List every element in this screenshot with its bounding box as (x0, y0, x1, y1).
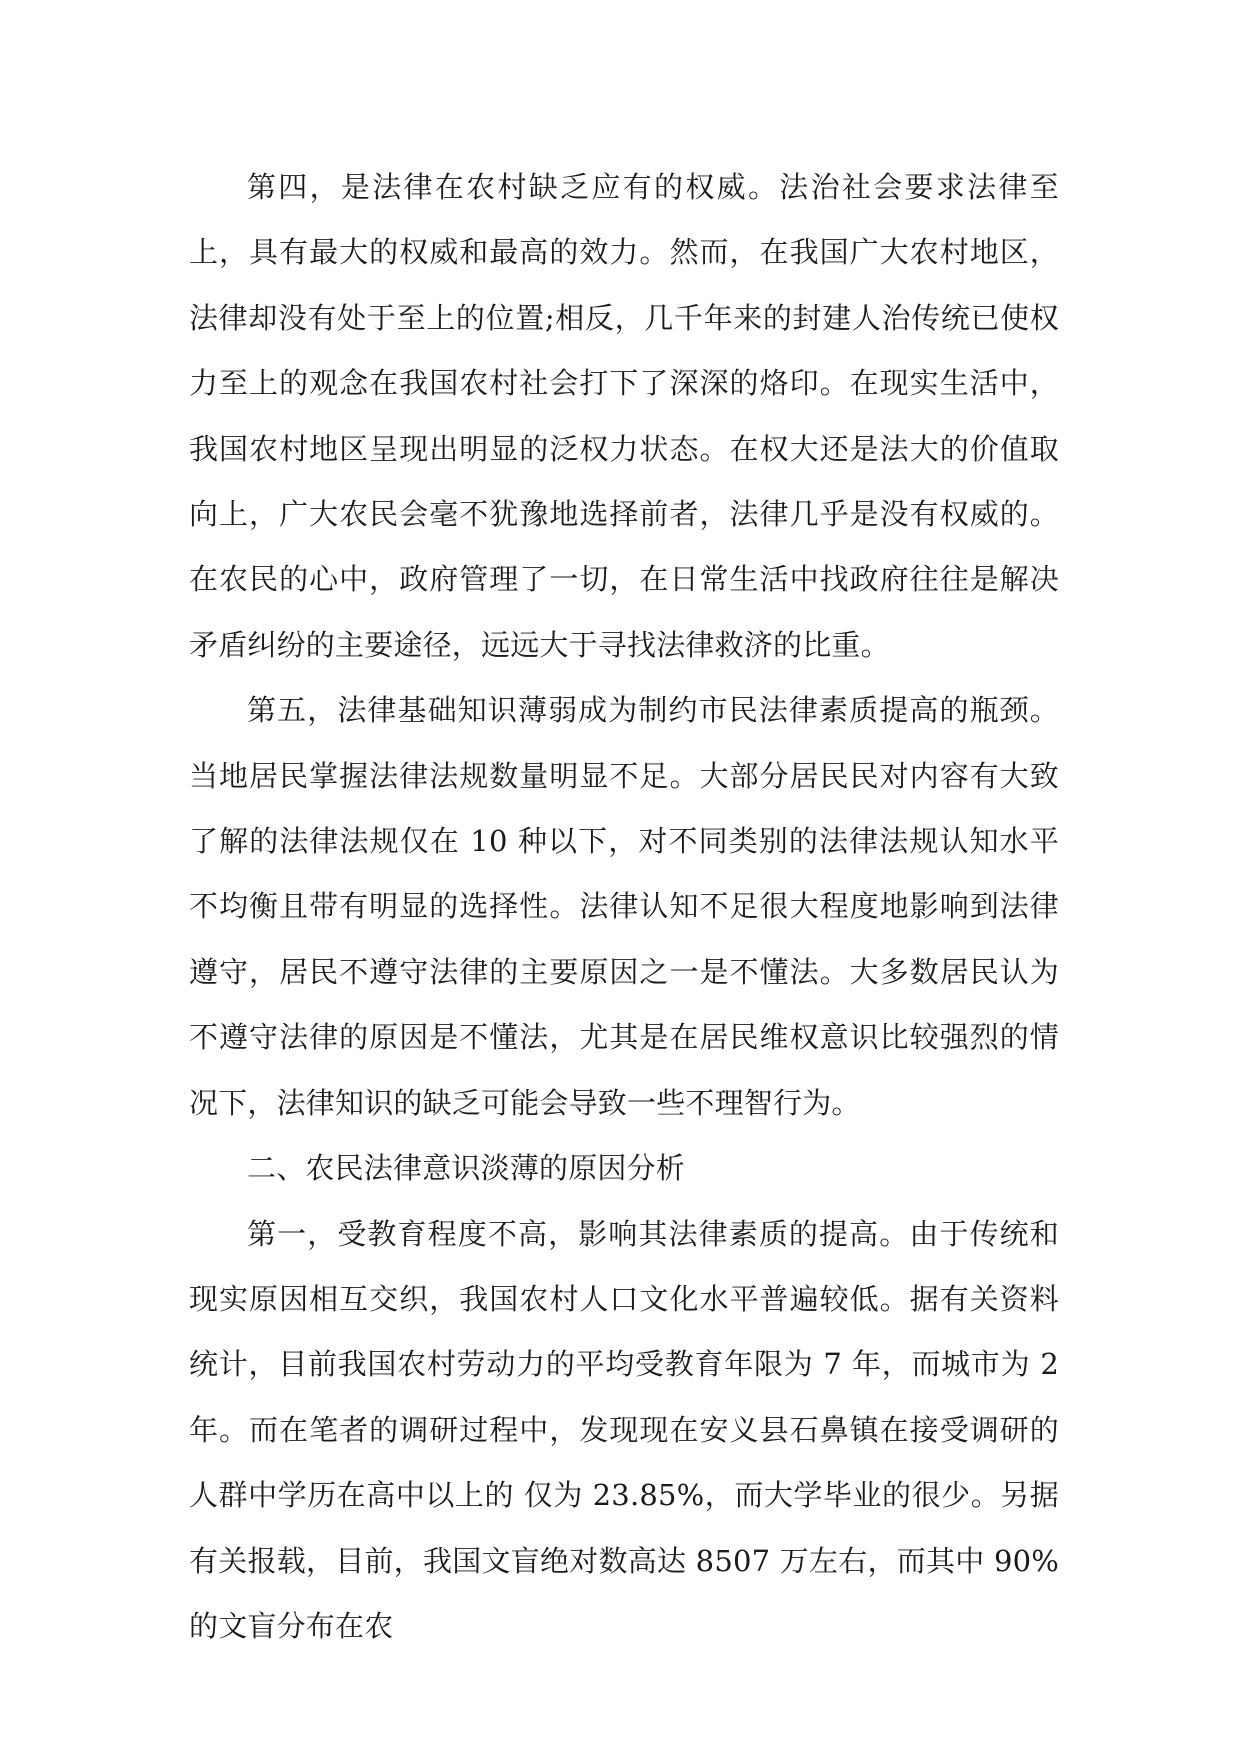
paragraph-first-cause: 第一，受教育程度不高，影响其法律素质的提高。由于传统和现实原因相互交织，我国农村人口文化水平普遍较低。据有关资料统计，目前我国农村劳动力的平均受教育年限为 7 年，而城市为 2 年。而在笔者的调研过程中，发现现在安义县石鼻镇在接受调研的人群中学历在高中以上的 仅为 23.85%，而大学毕业的很少。另据有关报载，目前，我国文盲绝对数高达 8507 万左右，而其中 90%的文盲分布在农 (189, 1216, 1059, 1643)
paragraph-fifth-point: 第五，法律基础知识薄弱成为制约市民法律素质提高的瓶颈。当地居民掌握法律法规数量明显不足。大部分居民民对内容有大致了解的法律法规仅在 10 种以下，对不同类别的法律法规认知水平不均衡且带有明显的选择性。法律认知不足很大程度地影响到法律遵守，居民不遵守法律的主要原因之一是不懂法。大多数居民认为不遵守法律的原因是不懂法，尤其是在居民维权意识比较强烈的情况下，法律知识的缺乏可能会导致一些不理智行为。 (189, 693, 1059, 1120)
document-body (189, 155, 1059, 1659)
paragraph-fourth-point: 第四，是法律在农村缺乏应有的权威。法治社会要求法律至上，具有最大的权威和最高的效力。然而，在我国广大农村地区，法律却没有处于至上的位置;相反，几千年来的封建人治传统已使权力至上的观念在我国农村社会打下了深深的烙印。在现实生活中，我国农村地区呈现出明显的泛权力状态。在权大还是法大的价值取向上，广大农民会毫不犹豫地选择前者，法律几乎是没有权威的。在农民的心中，政府管理了一切，在日常生活中找政府往往是解决矛盾纠纷的主要途径，远远大于寻找法律救济的比重。 (189, 170, 1059, 662)
section-heading: 二、农民法律意识淡薄的原因分析 (247, 1151, 686, 1186)
